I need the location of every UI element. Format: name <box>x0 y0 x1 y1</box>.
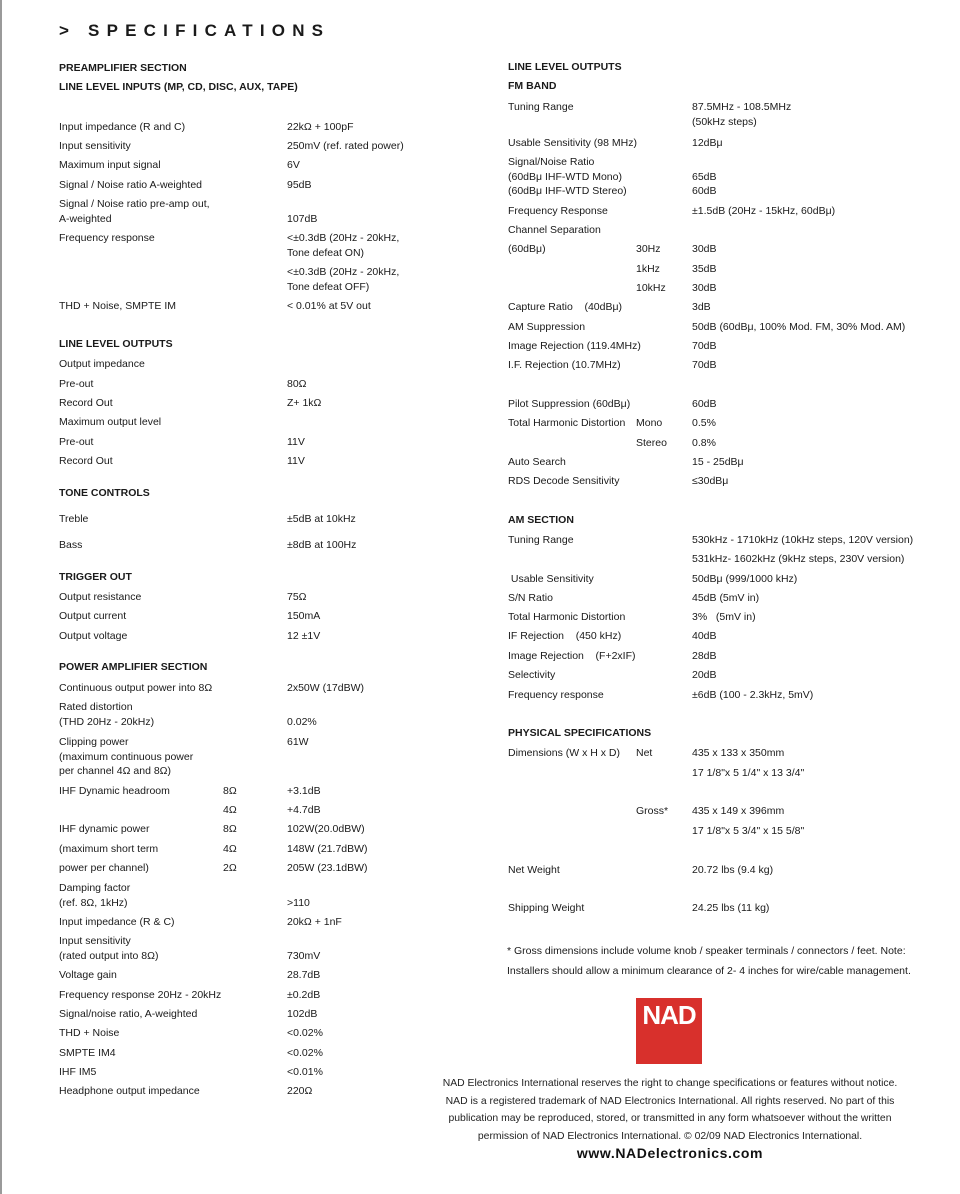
spec-value: 150mA <box>287 610 321 622</box>
spec-label: Damping factor <box>59 882 131 894</box>
spec-row <box>59 415 459 428</box>
spec-condition: 1kHz <box>636 263 660 275</box>
spec-row <box>508 474 948 487</box>
spec-value: 220Ω <box>287 1085 313 1097</box>
spec-value: 60dB <box>692 398 717 410</box>
spec-label: Total Harmonic Distortion <box>508 417 626 429</box>
spec-label: IHF IM5 <box>59 1066 97 1078</box>
spec-label: Frequency response <box>59 232 155 244</box>
spec-value: 35dB <box>692 263 717 275</box>
spec-label: IHF dynamic power <box>59 823 150 835</box>
spec-label: Maximum input signal <box>59 159 161 171</box>
spec-row <box>59 265 459 293</box>
spec-row <box>508 416 948 429</box>
spec-row <box>508 804 948 817</box>
spec-label: Shipping Weight <box>508 902 585 914</box>
spec-label: Signal/Noise Ratio <box>508 156 595 168</box>
spec-value: ±6dB (100 - 2.3kHz, 5mV) <box>692 689 814 701</box>
spec-label: Tuning Range <box>508 534 574 546</box>
spec-label: Auto Search <box>508 456 566 468</box>
spec-label: (maximum continuous power <box>59 750 194 763</box>
spec-value: Tone defeat ON) <box>287 246 365 259</box>
spec-label: Bass <box>59 539 83 551</box>
spec-row <box>508 901 948 914</box>
spec-value: <0.02% <box>287 1047 323 1059</box>
spec-value: 22kΩ + 100pF <box>287 121 354 133</box>
spec-row <box>59 842 459 855</box>
spec-row <box>508 629 948 642</box>
spec-row <box>59 120 459 133</box>
spec-value: 15 - 25dBμ <box>692 456 744 468</box>
spec-row <box>59 396 459 409</box>
spec-value: 2x50W (17dBW) <box>287 682 365 694</box>
spec-label: Voltage gain <box>59 969 117 981</box>
spec-value: ±5dB at 10kHz <box>287 513 356 525</box>
spec-row <box>59 377 459 390</box>
spec-value: 20kΩ + 1nF <box>287 916 342 928</box>
spec-label: (60dBμ IHF-WTD Stereo) <box>508 185 627 197</box>
spec-row <box>508 223 948 236</box>
spec-row <box>508 766 948 779</box>
spec-row <box>508 668 948 681</box>
spec-value: 28.7dB <box>287 969 321 981</box>
spec-label: Usable Sensitivity <box>508 573 594 585</box>
spec-label: Treble <box>59 513 89 525</box>
spec-row <box>59 822 459 835</box>
spec-value: 50dB (60dBμ, 100% Mod. FM, 30% Mod. AM) <box>692 321 906 333</box>
spec-label: THD + Noise, SMPTE IM <box>59 300 176 312</box>
spec-label: Input sensitivity <box>59 140 131 152</box>
spec-value: +3.1dB <box>287 785 321 797</box>
spec-row <box>59 590 459 603</box>
spec-value: 50dBμ (999/1000 kHz) <box>692 573 798 585</box>
spec-label: Dimensions (W x H x D) <box>508 747 621 759</box>
spec-value: ±0.2dB <box>287 989 321 1001</box>
spec-label: Tuning Range <box>508 101 574 113</box>
spec-label: Frequency response 20Hz - 20kHz <box>59 989 222 1001</box>
section-heading-preamplifier-section: PREAMPLIFIER SECTION <box>59 62 187 74</box>
spec-row <box>59 1007 459 1020</box>
spec-value: 12dBμ <box>692 137 723 149</box>
spec-value: 95dB <box>287 179 312 191</box>
spec-row <box>59 784 459 797</box>
spec-label: Pre-out <box>59 378 94 390</box>
spec-value: 435 x 133 x 350mm <box>692 747 785 759</box>
spec-label: Output current <box>59 610 127 622</box>
spec-label: S/N Ratio <box>508 592 553 604</box>
spec-label: Input impedance (R and C) <box>59 121 186 133</box>
spec-row <box>59 158 459 171</box>
spec-condition: 10kHz <box>636 282 666 294</box>
spec-row <box>508 455 948 468</box>
section-heading-fm-band: FM BAND <box>508 80 557 92</box>
spec-value: <0.01% <box>287 1066 323 1078</box>
spec-value: 60dB <box>692 185 717 197</box>
spec-row <box>59 357 459 370</box>
spec-value: ≤30dBμ <box>692 475 729 487</box>
page-title: > SPECIFICATIONS <box>59 21 331 40</box>
spec-value: 80Ω <box>287 378 307 390</box>
spec-value: 730mV <box>287 949 321 962</box>
spec-row <box>59 629 459 642</box>
spec-label: Input sensitivity <box>59 935 131 947</box>
spec-value: 0.5% <box>692 417 716 429</box>
spec-value: 6V <box>287 159 300 171</box>
spec-row <box>59 231 459 259</box>
spec-row <box>508 262 948 275</box>
spec-value: 102dB <box>287 1008 318 1020</box>
spec-value: 28dB <box>692 650 717 662</box>
spec-condition: 8Ω <box>223 823 237 835</box>
spec-label: Pre-out <box>59 436 94 448</box>
spec-value: 531kHz- 1602kHz (9kHz steps, 230V version) <box>692 553 905 565</box>
spec-row <box>508 397 948 410</box>
spec-condition: Stereo <box>636 437 667 449</box>
spec-label: Record Out <box>59 397 113 409</box>
spec-label: (maximum short term <box>59 843 159 855</box>
spec-row <box>59 861 459 874</box>
spec-value: <±0.3dB (20Hz - 20kHz, <box>287 266 400 278</box>
spec-row <box>508 155 948 197</box>
spec-row <box>59 988 459 1001</box>
spec-label: Maximum output level <box>59 416 162 428</box>
spec-row <box>59 454 459 467</box>
spec-label: (ref. 8Ω, 1kHz) <box>59 896 128 909</box>
spec-label: AM Suppression <box>508 321 586 333</box>
spec-value: Tone defeat OFF) <box>287 280 370 293</box>
spec-label: Continuous output power into 8Ω <box>59 682 213 694</box>
spec-row <box>508 863 948 876</box>
spec-value: 12 ±1V <box>287 630 321 642</box>
spec-value: 250mV (ref. rated power) <box>287 140 404 152</box>
spec-value: 75Ω <box>287 591 307 603</box>
section-heading-line-level-outputs: LINE LEVEL OUTPUTS <box>59 338 173 350</box>
spec-row <box>59 681 459 694</box>
spec-label: (THD 20Hz - 20kHz) <box>59 715 155 728</box>
spec-value: +4.7dB <box>287 804 321 816</box>
spec-label: Capture Ratio (40dBμ) <box>508 301 623 313</box>
spec-label: THD + Noise <box>59 1027 120 1039</box>
spec-value: 11V <box>287 455 305 467</box>
spec-value: 24.25 lbs (11 kg) <box>692 902 770 914</box>
section-heading-line-level-inputs-mp-cd-disc-aux-tape: LINE LEVEL INPUTS (MP, CD, DISC, AUX, TAPE) <box>59 81 298 93</box>
spec-row <box>508 300 948 313</box>
spec-label: Output voltage <box>59 630 128 642</box>
spec-label: Usable Sensitivity (98 MHz) <box>508 137 637 149</box>
spec-row <box>508 552 948 565</box>
spec-row <box>59 915 459 928</box>
spec-row <box>508 339 948 352</box>
spec-value: 17 1/8"x 5 3/4" x 15 5/8" <box>692 825 805 837</box>
website-link[interactable]: www.NADelectronics.com <box>576 1145 764 1161</box>
spec-row <box>508 242 948 255</box>
spec-row <box>508 136 948 149</box>
spec-row <box>59 735 459 777</box>
nad-logo: NAD <box>636 998 702 1064</box>
spec-condition: 2Ω <box>223 862 237 874</box>
spec-label: IF Rejection (450 kHz) <box>508 630 622 642</box>
spec-condition: 8Ω <box>223 785 237 797</box>
spec-value: 0.02% <box>287 715 317 728</box>
section-heading-trigger-out: TRIGGER OUT <box>59 571 132 583</box>
spec-label: Frequency Response <box>508 205 608 217</box>
spec-label: Clipping power <box>59 736 129 748</box>
spec-row <box>59 538 459 551</box>
spec-label: Record Out <box>59 455 113 467</box>
spec-value: 435 x 149 x 396mm <box>692 805 785 817</box>
spec-label: (60dBμ IHF-WTD Mono) <box>508 170 622 183</box>
spec-label: Selectivity <box>508 669 556 681</box>
spec-condition: Net <box>636 747 653 759</box>
spec-label: per channel 4Ω and 8Ω) <box>59 765 172 777</box>
spec-value: 30dB <box>692 282 717 294</box>
spec-row <box>59 968 459 981</box>
gross-dimensions-footnote: * Gross dimensions include volume knob / speaker terminals / connectors / feet. Note: Installers should allow a minimum clearance of 2- 4 inches for wire/cable management. <box>507 945 911 977</box>
spec-label: A-weighted <box>59 212 112 225</box>
section-heading-power-amplifier-section: POWER AMPLIFIER SECTION <box>59 661 208 673</box>
spec-row <box>508 824 948 837</box>
spec-value: 87.5MHz - 108.5MHz <box>692 101 792 113</box>
spec-row <box>59 178 459 191</box>
spec-value: 3% (5mV in) <box>692 611 756 623</box>
spec-row <box>59 609 459 622</box>
spec-value: 17 1/8"x 5 1/4" x 13 3/4" <box>692 767 805 779</box>
spec-row <box>508 436 948 449</box>
spec-label: (60dBμ) <box>508 243 546 255</box>
spec-value: 20dB <box>692 669 717 681</box>
spec-row <box>59 299 459 312</box>
spec-value: 3dB <box>692 301 711 313</box>
spec-condition: 30Hz <box>636 243 661 255</box>
spec-row <box>59 1065 459 1078</box>
spec-row <box>59 1026 459 1039</box>
page-left-border <box>0 0 2 1194</box>
spec-row <box>508 610 948 623</box>
spec-row <box>508 204 948 217</box>
spec-label: Rated distortion <box>59 701 133 713</box>
spec-row <box>508 358 948 371</box>
spec-row <box>59 139 459 152</box>
spec-value: <0.02% <box>287 1027 323 1039</box>
spec-label: Pilot Suppression (60dBμ) <box>508 398 631 410</box>
spec-label: Image Rejection (119.4MHz) <box>508 340 641 352</box>
legal-disclaimer: NAD Electronics International reserves the right to change specifications or features without notice. NAD is a registered trademark of NAD Electronics International. All rights reserved. No part of this publication may be reproduced, stored, or transmitted in any form whatsoever without the written permission of NAD Electronics International. © 02/09 NAD Electronics International. <box>442 1078 898 1142</box>
spec-label: Image Rejection (F+2xIF) <box>508 650 636 662</box>
spec-condition: Mono <box>636 417 663 429</box>
section-heading-physical-specifications: PHYSICAL SPECIFICATIONS <box>508 727 652 739</box>
spec-label: Input impedance (R & C) <box>59 916 175 928</box>
spec-label: Net Weight <box>508 864 560 876</box>
spec-row <box>59 435 459 448</box>
spec-label: power per channel) <box>59 862 149 874</box>
spec-label: IHF Dynamic headroom <box>59 785 170 797</box>
spec-value: 70dB <box>692 340 717 352</box>
spec-row <box>59 1084 459 1097</box>
section-heading-am-section: AM SECTION <box>508 514 574 526</box>
spec-label: Output impedance <box>59 358 145 370</box>
spec-label: Frequency response <box>508 689 604 701</box>
spec-row <box>508 533 948 546</box>
spec-row <box>59 1046 459 1059</box>
spec-label: Channel Separation <box>508 224 601 236</box>
spec-value: 40dB <box>692 630 717 642</box>
spec-value: 30dB <box>692 243 717 255</box>
spec-condition: 4Ω <box>223 843 237 855</box>
spec-row <box>508 649 948 662</box>
spec-row <box>59 881 459 909</box>
spec-label: Output resistance <box>59 591 142 603</box>
spec-row <box>59 934 459 962</box>
spec-condition: Gross* <box>636 805 669 817</box>
spec-value: 65dB <box>692 170 717 183</box>
spec-label: Total Harmonic Distortion <box>508 611 626 623</box>
spec-row <box>508 746 948 759</box>
spec-row <box>59 512 459 525</box>
spec-label: I.F. Rejection (10.7MHz) <box>508 359 621 371</box>
spec-label: SMPTE IM4 <box>59 1047 116 1059</box>
spec-label: (rated output into 8Ω) <box>59 949 159 962</box>
spec-value: < 0.01% at 5V out <box>287 300 371 312</box>
spec-value: 148W (21.7dBW) <box>287 843 368 855</box>
spec-value: 205W (23.1dBW) <box>287 862 368 874</box>
spec-row <box>508 591 948 604</box>
spec-value: 102W(20.0dBW) <box>287 823 365 835</box>
spec-row <box>508 320 948 333</box>
spec-label: Signal / Noise ratio pre-amp out, <box>59 198 210 210</box>
section-heading-tone-controls: TONE CONTROLS <box>59 487 150 499</box>
spec-label: Signal/noise ratio, A-weighted <box>59 1008 198 1020</box>
spec-label: Signal / Noise ratio A-weighted <box>59 179 202 191</box>
spec-value: 11V <box>287 436 305 448</box>
spec-value: (50kHz steps) <box>692 115 757 128</box>
spec-value: 61W <box>287 736 309 748</box>
spec-value: >110 <box>287 896 310 909</box>
spec-value: 45dB (5mV in) <box>692 592 760 604</box>
spec-value: ±8dB at 100Hz <box>287 539 357 551</box>
spec-value: Z+ 1kΩ <box>287 397 322 409</box>
spec-value: 107dB <box>287 212 318 225</box>
spec-value: 0.8% <box>692 437 716 449</box>
spec-row <box>508 100 948 128</box>
spec-value: ±1.5dB (20Hz - 15kHz, 60dBμ) <box>692 205 836 217</box>
spec-condition: 4Ω <box>223 804 237 816</box>
section-heading-line-level-outputs: LINE LEVEL OUTPUTS <box>508 61 622 73</box>
spec-row <box>508 281 948 294</box>
spec-value: 20.72 lbs (9.4 kg) <box>692 864 774 876</box>
spec-row <box>508 572 948 585</box>
spec-row <box>59 197 459 225</box>
spec-value: <±0.3dB (20Hz - 20kHz, <box>287 232 400 244</box>
spec-row <box>508 688 948 701</box>
spec-row <box>59 803 459 816</box>
spec-label: Headphone output impedance <box>59 1085 200 1097</box>
spec-label: RDS Decode Sensitivity <box>508 475 620 487</box>
spec-row <box>59 700 459 728</box>
spec-value: 530kHz - 1710kHz (10kHz steps, 120V version) <box>692 534 914 546</box>
spec-value: 70dB <box>692 359 717 371</box>
